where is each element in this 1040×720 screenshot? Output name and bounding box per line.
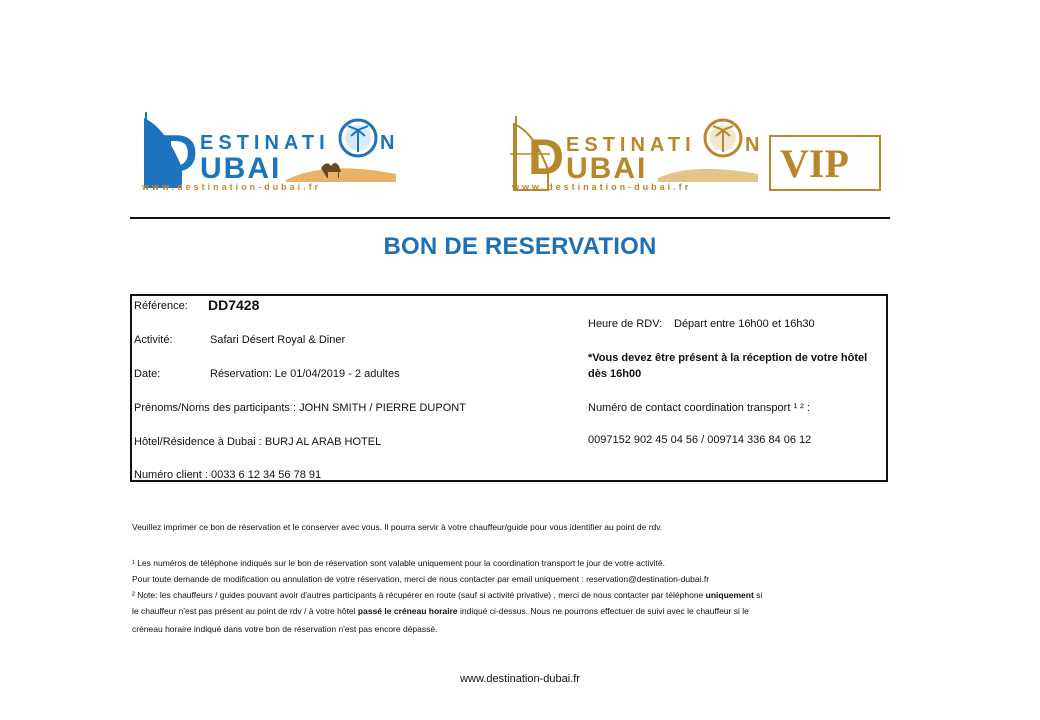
page-title: BON DE RESERVATION [383,233,657,260]
destination-dubai-logo [136,108,416,198]
note-2-line1 [132,590,762,600]
date-label: Date: [134,368,161,380]
reference-label: Référence: [134,300,188,312]
note-2-text-d: le chauffeur n'est pas présent au point de rdv / à votre hôtel [132,606,358,616]
note-2-emphasis-uniquement: uniquement [705,590,754,600]
booking-details-box [130,294,888,482]
logo-url-gold: www.destination-dubai.fr [512,182,692,192]
transport-contact-label: Numéro de contact coordination transport ¹ ² : [588,402,810,414]
note-1: ¹ Les numéros de téléphone indiqués sur le bon de réservation sont valable uniquement pour la coordination transport le jour de votre activité. [132,558,665,568]
presence-note-line2: dès 16h00 [588,368,642,380]
note-2-text-c: si [753,590,763,600]
note-2-text-a: ² Note: les chauffeurs / guides pouvant avoir d'autres participants à récupérer en route (sauf si activité privative) , merci de nous contacter par téléphone [132,590,706,600]
brand-top-n: N [380,132,395,154]
footer-url: www.destination-dubai.fr [460,673,580,685]
client-number: Numéro client : 0033 6 12 34 56 78 91 [134,469,322,481]
activity-value: Safari Désert Royal & Diner [210,334,346,346]
brand-top-n-gold: N [745,134,760,156]
note-2-line3: créneau horaire indiqué dans votre bon de réservation n'est pas encore dépassé. [132,624,438,634]
brand-top-text-gold: ESTINATI [566,134,696,156]
note-2-line2 [132,606,749,616]
print-notice: Veuillez imprimer ce bon de réservation et le conserver avec vous. Il pourra servir à votre chauffeur/guide pour vous identifier au point de rdv. [132,522,663,532]
brand-letter-d: D [160,125,198,183]
brand-top-text: ESTINATI [200,132,330,154]
header-divider [130,217,890,219]
rdv-value: Départ entre 16h00 et 16h30 [674,318,815,330]
note-1b: Pour toute demande de modification ou annulation de votre réservation, merci de nous contacter par email uniquement : reservation@destination-dubai.fr [132,574,710,584]
destination-dubai-vip-logo [508,110,888,198]
rdv-label: Heure de RDV: [588,318,663,330]
reference-value: DD7428 [208,297,260,313]
hotel: Hôtel/Résidence à Dubai : BURJ AL ARAB HOTEL [134,436,382,448]
transport-contact-numbers: 0097152 902 45 04 56 / 009714 336 84 06 12 [588,434,812,446]
vip-badge: VIP [780,141,849,186]
brand-bottom-text: UBAI [200,152,282,185]
note-2-emphasis-creneau: passé le créneau horaire [357,606,458,616]
logo-url: www.destination-dubai.fr [142,182,322,192]
presence-note-line1: *Vous devez être présent à la réception de votre hôtel [588,352,868,364]
date-value: Réservation: Le 01/04/2019 - 2 adultes [210,368,400,380]
brand-bottom-text-gold: UBAI [566,152,648,185]
activity-label: Activité: [134,334,173,346]
participants: Prénoms/Noms des participants : JOHN SMITH / PIERRE DUPONT [134,402,466,414]
note-2-text-f: indiqué ci-dessus. Nous ne pourrons effectuer de suivi avec le chauffeur si le [457,606,749,616]
brand-letter-d-gold: D [528,129,565,185]
